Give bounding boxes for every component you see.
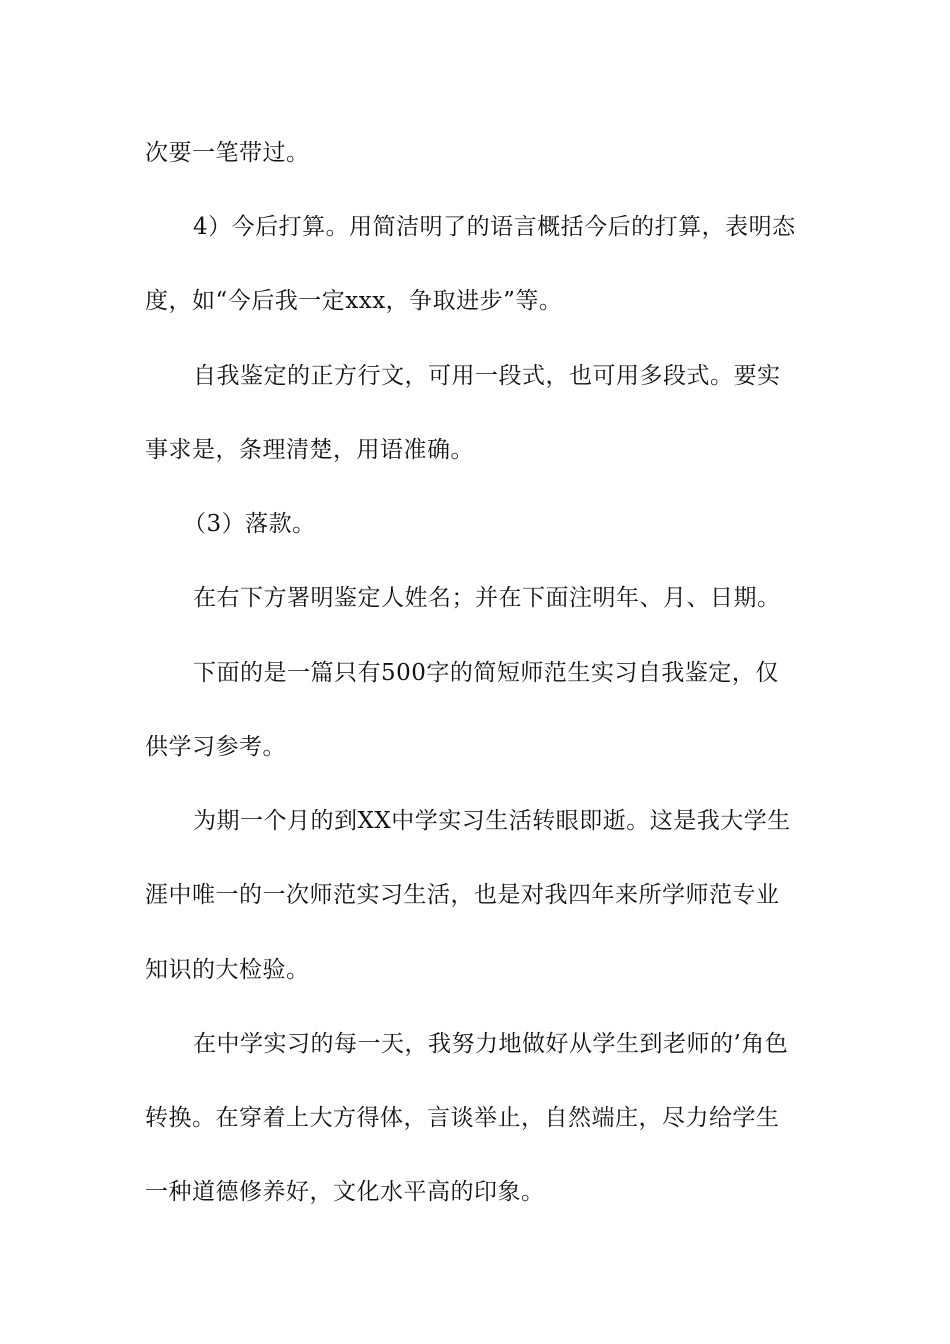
- text-line: 在中学实习的每一天，我努力地做好从学生到老师的’角色: [193, 1031, 789, 1057]
- text-line: 转换。在穿着上大方得体，言谈举止，自然端庄，尽力给学生: [145, 1105, 780, 1131]
- text-line: 在右下方署明鉴定人姓名；并在下面注明年、月、日期。: [193, 585, 781, 611]
- text-line: 4）今后打算。用简洁明了的语言概括今后的打算，表明态: [193, 214, 796, 240]
- text-line: 事求是，条理清楚，用语准确。: [145, 437, 474, 463]
- text-line: 自我鉴定的正方行文，可用一段式，也可用多段式。要实: [193, 363, 781, 389]
- text-line: 供学习参考。: [145, 734, 286, 760]
- text-line: 涯中唯一的一次师范实习生活，也是对我四年来所学师范专业: [145, 882, 780, 908]
- text-line: 下面的是一篇只有500字的简短师范生实习自我鉴定，仅: [193, 660, 779, 686]
- text-line: 度，如“今后我一定xxx，争取进步”等。: [145, 288, 563, 314]
- text-line: 一种道德修养好，文化水平高的印象。: [145, 1179, 545, 1205]
- text-line: 次要一笔带过。: [145, 140, 310, 166]
- text-line: 为期一个月的到XX中学实习生活转眼即逝。这是我大学生: [193, 808, 791, 834]
- text-line: 知识的大检验。: [145, 957, 310, 983]
- text-line: （3）落款。: [183, 511, 316, 537]
